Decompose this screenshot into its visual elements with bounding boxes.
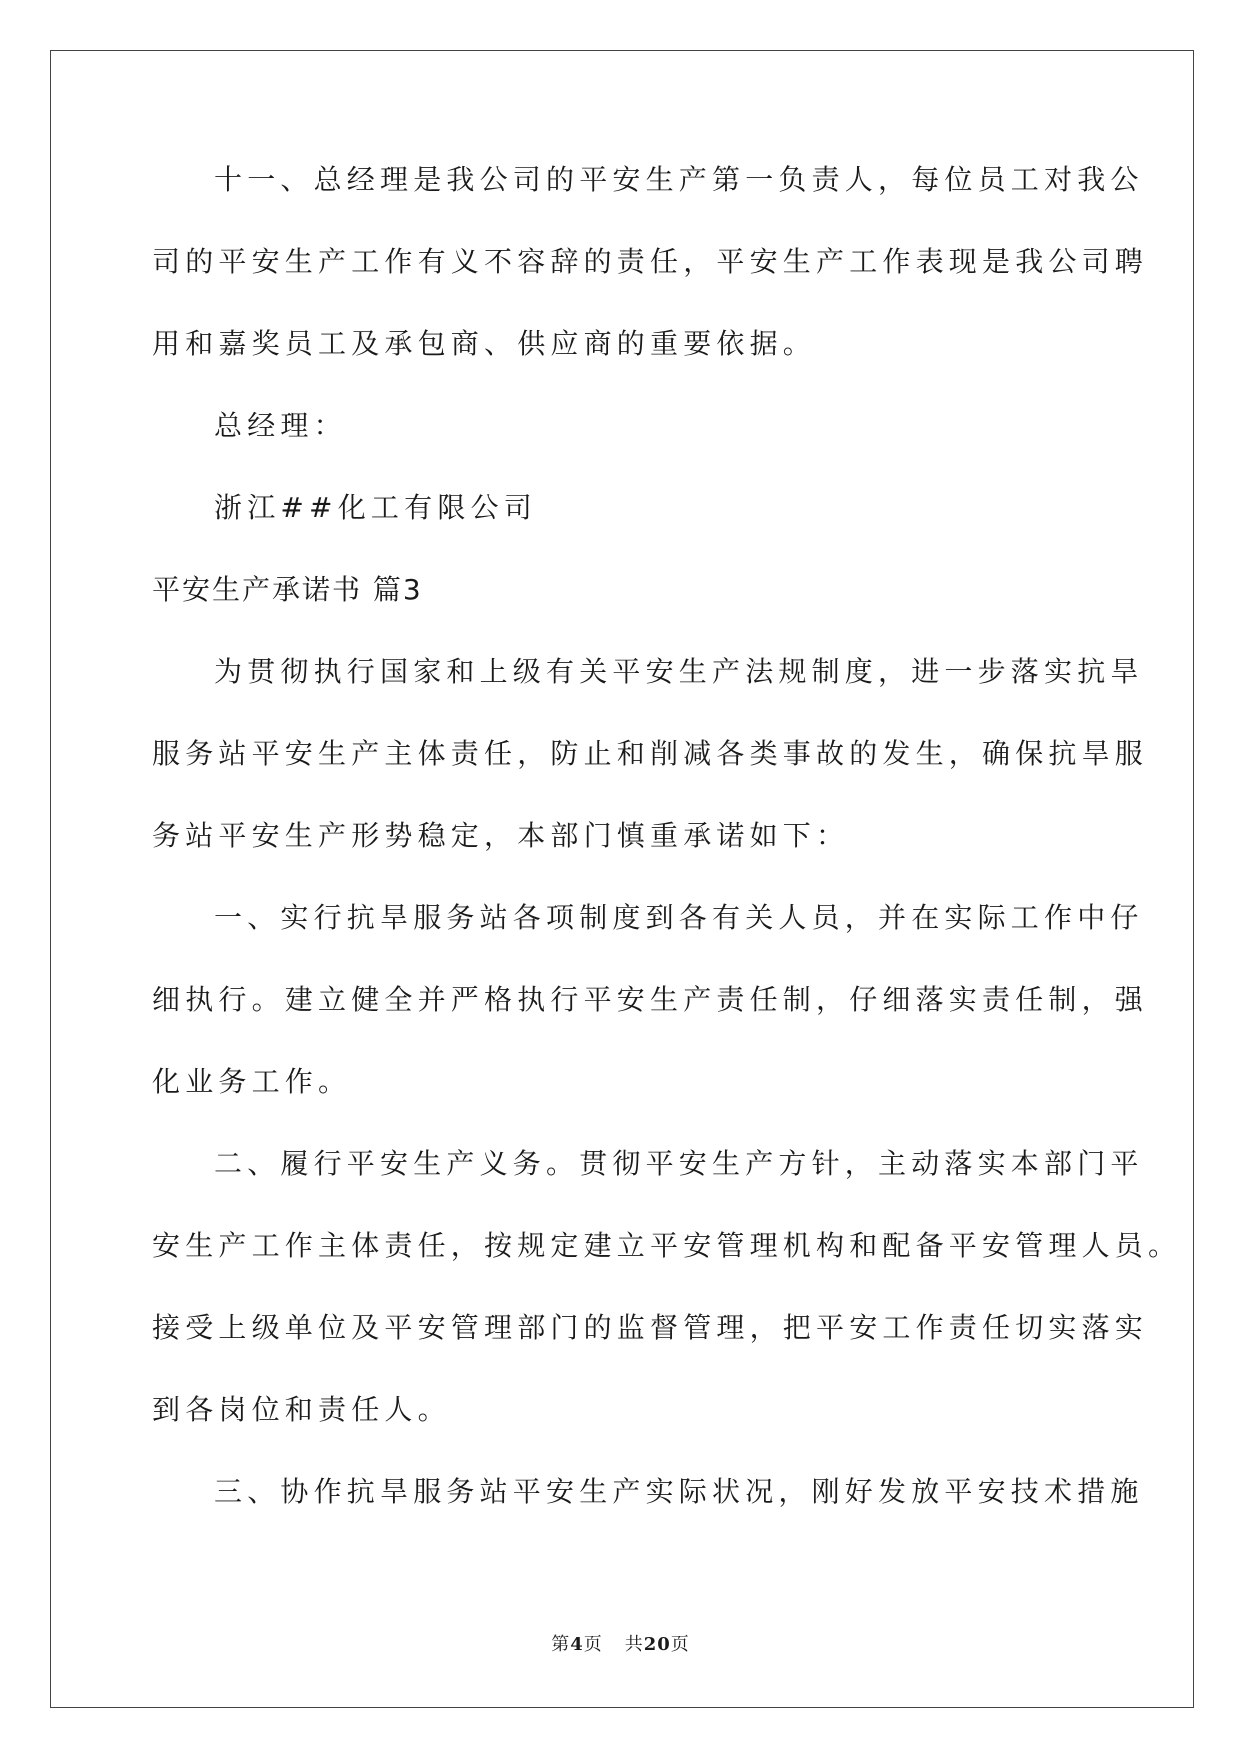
page-suffix: 页 bbox=[583, 1634, 603, 1655]
paragraph-line: 用和嘉奖员工及承包商、供应商的重要依据。 bbox=[152, 327, 817, 360]
signature-label: 总经理： bbox=[214, 409, 347, 442]
company-name: 浙江##化工有限公司 bbox=[214, 491, 537, 524]
paragraph-line: 到各岗位和责任人。 bbox=[152, 1393, 451, 1426]
total-prefix: 共 bbox=[624, 1634, 644, 1655]
page-total: 20 bbox=[643, 1634, 671, 1655]
paragraph-line: 安生产工作主体责任，按规定建立平安管理机构和配备平安管理人员。 bbox=[152, 1229, 1182, 1262]
page-current: 4 bbox=[570, 1634, 584, 1655]
paragraph-line: 二、履行平安生产义务。贯彻平安生产方针，主动落实本部门平 bbox=[214, 1147, 1144, 1180]
paragraph-line: 十一、总经理是我公司的平安生产第一负责人，每位员工对我公 bbox=[214, 163, 1144, 196]
paragraph-line: 为贯彻执行国家和上级有关平安生产法规制度，进一步落实抗旱 bbox=[214, 655, 1144, 688]
paragraph-line: 三、协作抗旱服务站平安生产实际状况，刚好发放平安技术措施 bbox=[214, 1475, 1144, 1508]
paragraph-line: 司的平安生产工作有义不容辞的责任，平安生产工作表现是我公司聘 bbox=[152, 245, 1149, 278]
paragraph-line: 务站平安生产形势稳定，本部门慎重承诺如下： bbox=[152, 819, 850, 852]
paragraph-line: 化业务工作。 bbox=[152, 1065, 352, 1098]
total-suffix: 页 bbox=[670, 1634, 690, 1655]
paragraph-line: 细执行。建立健全并严格执行平安生产责任制，仔细落实责任制，强 bbox=[152, 983, 1149, 1016]
paragraph-line: 接受上级单位及平安管理部门的监督管理，把平安工作责任切实落实 bbox=[152, 1311, 1149, 1344]
section-heading: 平安生产承诺书 篇3 bbox=[152, 573, 423, 606]
page-footer bbox=[0, 1630, 1241, 1656]
paragraph-line: 服务站平安生产主体责任，防止和削减各类事故的发生，确保抗旱服 bbox=[152, 737, 1149, 770]
paragraph-line: 一、实行抗旱服务站各项制度到各有关人员，并在实际工作中仔 bbox=[214, 901, 1144, 934]
page-prefix: 第 bbox=[551, 1634, 571, 1655]
document-body bbox=[152, 160, 1182, 1554]
